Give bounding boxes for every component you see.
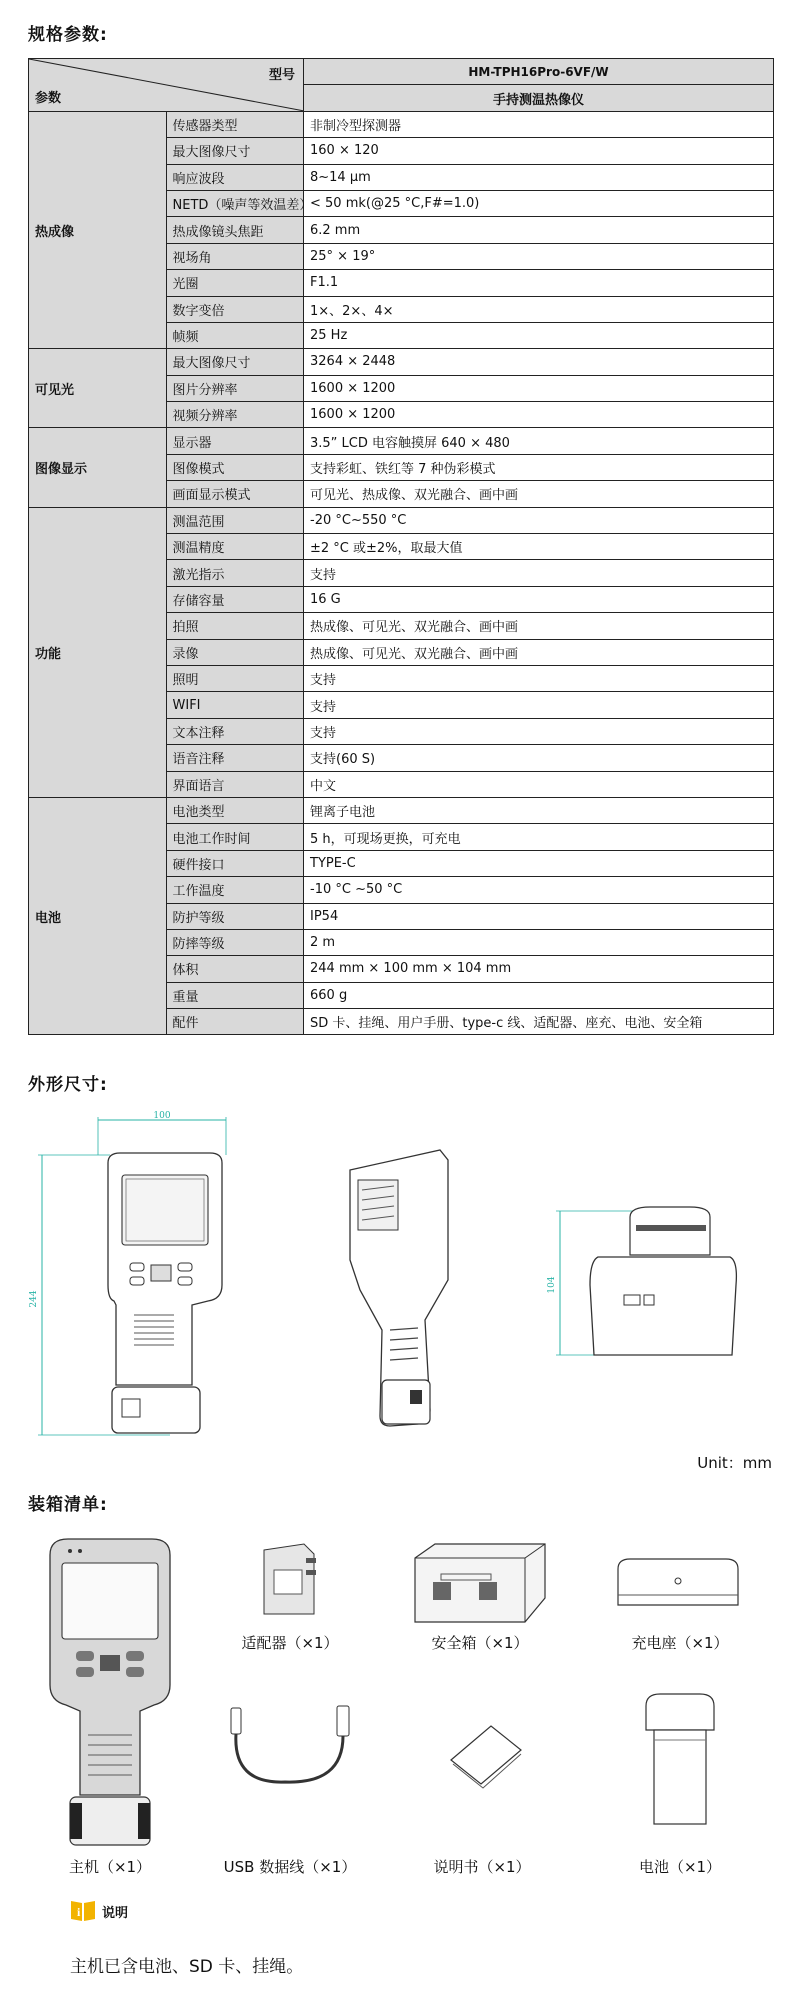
value-cell: 支持彩虹、铁红等 7 种伪彩模式: [304, 454, 774, 480]
param-cell: 帧频: [166, 322, 304, 348]
spec-row: [29, 349, 774, 375]
svg-text:i: i: [77, 1905, 81, 1919]
charging-base-image: [608, 1555, 748, 1610]
value-cell: ±2 °C 或±2%，取最大值: [304, 534, 774, 560]
param-cell: 配件: [166, 1009, 304, 1035]
value-cell: 6.2 mm: [304, 217, 774, 243]
param-cell: 体积: [166, 956, 304, 982]
param-cell: 激光指示: [166, 560, 304, 586]
param-cell: NETD（噪声等效温差）: [166, 190, 304, 216]
value-cell: 8~14 μm: [304, 164, 774, 190]
category-cell: 热成像: [29, 111, 167, 349]
value-cell: 3.5” LCD 电容触摸屏 640 × 480: [304, 428, 774, 454]
param-cell: 测温范围: [166, 507, 304, 533]
param-cell: 界面语言: [166, 771, 304, 797]
value-cell: 1600 × 1200: [304, 402, 774, 428]
value-cell: -10 °C ~50 °C: [304, 877, 774, 903]
depth-dimension-label: 104: [547, 1276, 557, 1294]
param-cell: 显示器: [166, 428, 304, 454]
param-cell: 照明: [166, 665, 304, 691]
param-cell: 语音注释: [166, 745, 304, 771]
param-cell: 画面显示模式: [166, 481, 304, 507]
note-text: 主机已含电池、SD 卡、挂绳。: [70, 1957, 304, 1977]
value-cell: 支持(60 S): [304, 745, 774, 771]
manual-caption: 说明书（×1）: [433, 1858, 531, 1876]
value-cell: 锂离子电池: [304, 797, 774, 823]
value-cell: IP54: [304, 903, 774, 929]
value-cell: 1600 × 1200: [304, 375, 774, 401]
manual-image: [445, 1720, 525, 1790]
diagonal-line-icon: [29, 59, 303, 111]
param-cell: 拍照: [166, 613, 304, 639]
product-name: 手持测温热像仪: [304, 85, 774, 111]
value-cell: F1.1: [304, 270, 774, 296]
adapter-caption: 适配器（×1）: [241, 1634, 339, 1652]
safety-box-caption: 安全箱（×1）: [431, 1634, 529, 1652]
value-cell: 160 × 120: [304, 138, 774, 164]
main-unit-caption: 主机（×1）: [68, 1858, 152, 1876]
value-cell: 支持: [304, 692, 774, 718]
value-cell: < 50 mk(@25 °C,F#=1.0): [304, 190, 774, 216]
main-unit-image: [40, 1535, 180, 1855]
spec-section-title: 规格参数:: [28, 25, 108, 45]
value-cell: 1×、2×、4×: [304, 296, 774, 322]
param-cell: 热成像镜头焦距: [166, 217, 304, 243]
usb-cable-caption: USB 数据线（×1）: [223, 1858, 357, 1876]
param-cell: 存储容量: [166, 586, 304, 612]
front-view-drawing: [29, 1111, 240, 1445]
value-cell: TYPE-C: [304, 850, 774, 876]
param-cell: 数字变倍: [166, 296, 304, 322]
packing-section-title: 装箱清单:: [28, 1495, 108, 1515]
param-cell: 工作温度: [166, 877, 304, 903]
value-cell: 25° × 19°: [304, 243, 774, 269]
model-label: 型号: [268, 68, 295, 83]
param-cell: 最大图像尺寸: [166, 138, 304, 164]
spec-row: [29, 797, 774, 823]
width-dimension-label: 100: [153, 1111, 171, 1121]
param-cell: 测温精度: [166, 534, 304, 560]
param-cell: 最大图像尺寸: [166, 349, 304, 375]
unit-label: Unit：mm: [697, 1454, 772, 1472]
param-cell: 传感器类型: [166, 111, 304, 137]
battery-caption: 电池（×1）: [638, 1858, 722, 1876]
dimensions-section-title: 外形尺寸:: [28, 1075, 108, 1095]
rear-view-drawing: [547, 1205, 740, 1375]
model-value: HM-TPH16Pro-6VF/W: [304, 59, 774, 85]
note-book-icon: [70, 1898, 96, 1922]
value-cell: 中文: [304, 771, 774, 797]
value-cell: 支持: [304, 718, 774, 744]
category-cell: 功能: [29, 507, 167, 797]
param-cell: 电池工作时间: [166, 824, 304, 850]
value-cell: 25 Hz: [304, 322, 774, 348]
param-cell: 视场角: [166, 243, 304, 269]
header-corner-cell: [29, 59, 304, 112]
spec-row: [29, 428, 774, 454]
header-row-1: [29, 59, 774, 85]
param-cell: 光圈: [166, 270, 304, 296]
value-cell: 可见光、热成像、双光融合、画中画: [304, 481, 774, 507]
param-cell: 图片分辨率: [166, 375, 304, 401]
value-cell: 热成像、可见光、双光融合、画中画: [304, 639, 774, 665]
category-cell: 图像显示: [29, 428, 167, 507]
param-cell: 电池类型: [166, 797, 304, 823]
value-cell: SD 卡、挂绳、用户手册、type-c 线、适配器、座充、电池、安全箱: [304, 1009, 774, 1035]
height-dimension-label: 244: [29, 1290, 39, 1308]
safety-box-image: [405, 1538, 555, 1628]
spec-row: [29, 111, 774, 137]
param-cell: 重量: [166, 982, 304, 1008]
category-cell: 可见光: [29, 349, 167, 428]
side-view-drawing: [330, 1140, 510, 1440]
param-cell: 防摔等级: [166, 929, 304, 955]
value-cell: 支持: [304, 665, 774, 691]
note-label: 说明: [102, 1906, 129, 1921]
category-cell: 电池: [29, 797, 167, 1035]
param-cell: 录像: [166, 639, 304, 665]
charging-base-caption: 充电座（×1）: [631, 1634, 729, 1652]
value-cell: 2 m: [304, 929, 774, 955]
param-cell: 文本注释: [166, 718, 304, 744]
value-cell: 5 h，可现场更换，可充电: [304, 824, 774, 850]
value-cell: 支持: [304, 560, 774, 586]
param-cell: 响应波段: [166, 164, 304, 190]
value-cell: 16 G: [304, 586, 774, 612]
param-label: 参数: [35, 90, 62, 106]
usb-cable-image: [225, 1700, 355, 1790]
battery-image: [640, 1690, 720, 1830]
param-cell: WIFI: [166, 692, 304, 718]
param-cell: 硬件接口: [166, 850, 304, 876]
param-cell: 防护等级: [166, 903, 304, 929]
value-cell: 热成像、可见光、双光融合、画中画: [304, 613, 774, 639]
value-cell: 非制冷型探测器: [304, 111, 774, 137]
value-cell: 3264 × 2448: [304, 349, 774, 375]
spec-row: [29, 507, 774, 533]
param-cell: 图像模式: [166, 454, 304, 480]
value-cell: -20 °C~550 °C: [304, 507, 774, 533]
adapter-image: [250, 1540, 330, 1620]
param-cell: 视频分辨率: [166, 402, 304, 428]
value-cell: 660 g: [304, 982, 774, 1008]
value-cell: 244 mm × 100 mm × 104 mm: [304, 956, 774, 982]
spec-table: [28, 58, 774, 1035]
